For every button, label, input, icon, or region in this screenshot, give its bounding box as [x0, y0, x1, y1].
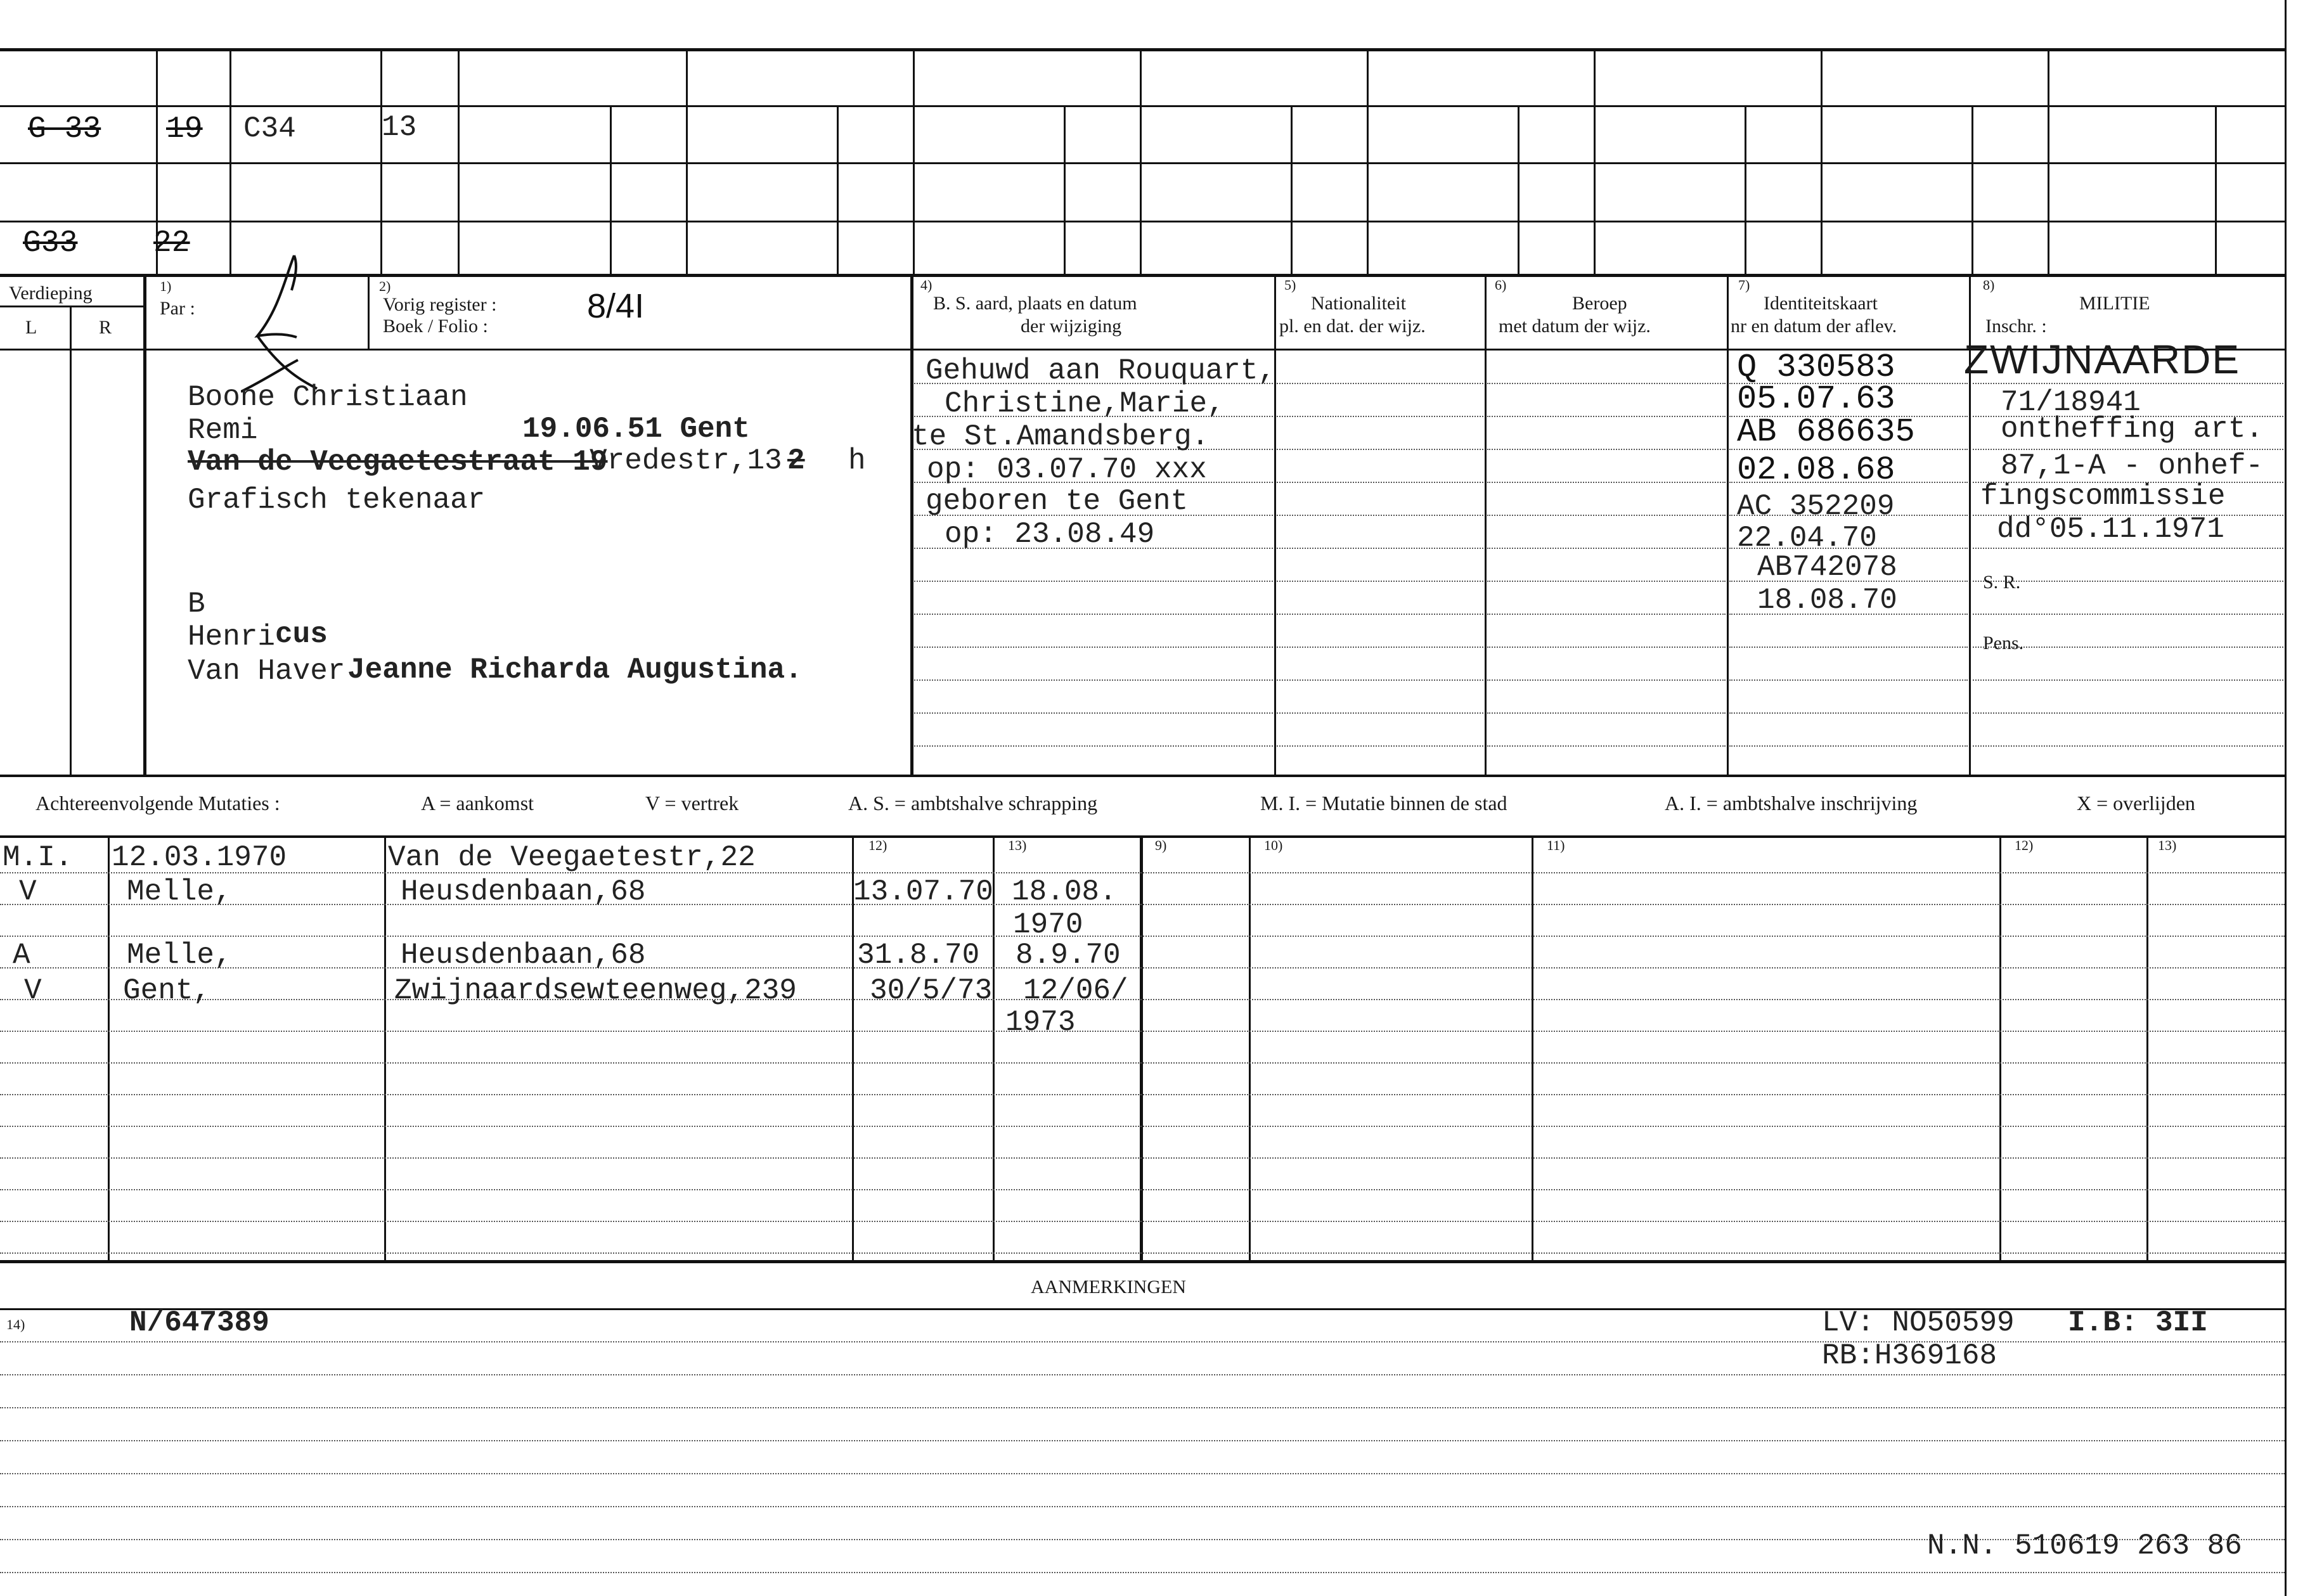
dotted-line: [914, 614, 1273, 615]
par-label: Par :: [160, 298, 195, 319]
mutation-type: V: [19, 875, 37, 908]
dotted-line: [0, 1094, 2285, 1095]
legend-a: A = aankomst: [421, 792, 534, 814]
mutation-date: Melle,: [127, 875, 232, 908]
mutation-street: Heusdenbaan,68: [401, 875, 646, 908]
dotted-line: [1729, 712, 1968, 714]
legend-x: X = overlijden: [2077, 792, 2195, 814]
dotted-line: [1973, 712, 2283, 714]
dotted-line: [1277, 679, 1483, 681]
dotted-line: [0, 1440, 2285, 1441]
dotted-line: [0, 1252, 2285, 1254]
beroep-num: 6): [1495, 277, 1507, 293]
dotted-line: [1487, 482, 1726, 483]
father-name-suffix: cus: [275, 618, 328, 651]
dotted-line: [1729, 745, 1968, 747]
bs-line: geboren te Gent: [926, 485, 1189, 518]
mutation-c13: 12/06/: [1023, 974, 1128, 1007]
person-birth: 19.06.51 Gent: [522, 413, 750, 446]
legend-mi: M. I. = Mutatie binnen de stad: [1260, 792, 1507, 814]
mutation-c13: 8.9.70: [1016, 939, 1121, 972]
nat-line2: pl. en dat. der wijz.: [1279, 316, 1426, 337]
legend-v: V = vertrek: [645, 792, 739, 814]
dotted-line: [0, 1062, 2285, 1064]
mutation-c13b: 1973: [1005, 1006, 1076, 1039]
verdieping-label: Verdieping: [9, 283, 93, 304]
dotted-line: [914, 581, 1273, 582]
dotted-line: [1277, 548, 1483, 549]
dotted-line: [1973, 548, 2283, 549]
dotted-line: [1487, 548, 1726, 549]
mutation-date: 12.03.1970: [112, 841, 287, 874]
mutation-street: Zwijnaardsewteenweg,239: [394, 974, 797, 1007]
dotted-line: [1729, 679, 1968, 681]
mutation-street: Heusdenbaan,68: [401, 939, 646, 972]
top-grid-r1c2: 19: [166, 112, 203, 146]
id-line: 22.04.70: [1737, 522, 1877, 555]
dotted-line: [0, 967, 2285, 969]
dotted-line: [1487, 679, 1726, 681]
dotted-line: [0, 1221, 2285, 1222]
dotted-line: [0, 1157, 2285, 1159]
bs-num: 4): [920, 277, 932, 293]
col-num-11: 11): [1547, 837, 1565, 853]
bs-line: Gehuwd aan Rouquart,: [926, 354, 1276, 387]
dotted-line: [0, 1126, 2285, 1127]
militie-inschr: Inschr. :: [1985, 316, 2047, 337]
top-grid-r2c1: G33: [23, 226, 78, 261]
dotted-line: [1487, 647, 1726, 648]
dotted-line: [0, 999, 2285, 1000]
bs-line: op: 03.07.70 xxx: [927, 453, 1207, 486]
dotted-line: [1973, 745, 2283, 747]
id-line: AC 352209: [1737, 490, 1895, 523]
id-line: 18.08.70: [1757, 584, 1897, 617]
dotted-line: [914, 679, 1273, 681]
id-num: 7): [1738, 277, 1750, 293]
person-address: Vredestr,13: [590, 444, 782, 477]
militie-num: 8): [1983, 277, 1995, 293]
dotted-line: [1277, 449, 1483, 450]
dotted-line: [1487, 515, 1726, 516]
dotted-line: [1487, 614, 1726, 615]
person-address-nr: 2: [787, 444, 805, 477]
militie-place-stamp: ZWIJNAARDE: [1964, 337, 2240, 382]
remarks-n: N/647389: [129, 1306, 269, 1339]
legend-ai: A. I. = ambtshalve inschrijving: [1665, 792, 1918, 814]
dotted-line: [0, 1407, 2285, 1408]
mutation-c12: 30/5/73: [870, 974, 993, 1007]
id-line: 05.07.63: [1737, 380, 1895, 418]
dotted-line: [914, 745, 1273, 747]
boek-folio-label: Boek / Folio :: [383, 316, 488, 337]
militie-line: dd°05.11.1971: [1997, 513, 2224, 546]
dotted-line: [1973, 679, 2283, 681]
id-line: AB 686635: [1737, 413, 1915, 451]
col-num-10: 10): [1264, 837, 1283, 853]
pens-label: Pens.: [1983, 633, 2024, 653]
dotted-line: [1487, 416, 1726, 417]
col-num-9: 9): [1155, 837, 1167, 853]
mutation-type: M.I.: [3, 841, 73, 874]
dotted-line: [1487, 712, 1726, 714]
col-num-12: 12): [868, 837, 887, 853]
col-num-13: 13): [1008, 837, 1027, 853]
dotted-line: [1277, 745, 1483, 747]
beroep-line2: met datum der wijz.: [1499, 316, 1651, 337]
dotted-line: [1487, 383, 1726, 384]
person-old-address: Van de Veegaetestraat 19: [188, 446, 608, 479]
dotted-line: [0, 1189, 2285, 1190]
mother-surname: Van Haver: [188, 655, 345, 688]
col-num-12b: 12): [2015, 837, 2034, 853]
dotted-line: [1487, 449, 1726, 450]
top-grid-r1c1: G 33: [28, 112, 101, 146]
sr-label: S. R.: [1983, 572, 2021, 593]
verdieping-r: R: [99, 317, 112, 338]
vorig-register-label: Vorig register :: [383, 294, 497, 315]
dotted-line: [1277, 712, 1483, 714]
legend-title: Achtereenvolgende Mutaties :: [35, 792, 280, 814]
dotted-line: [0, 904, 2285, 905]
top-grid-r1c3: C34: [243, 112, 296, 145]
mutation-c12: 13.07.70: [853, 875, 993, 908]
top-grid-r2c2: 22: [153, 226, 190, 261]
bs-line: op: 23.08.49: [945, 518, 1155, 551]
bs-line2: der wijziging: [1021, 316, 1122, 337]
verdieping-l: L: [25, 317, 37, 338]
mutation-date: Melle,: [127, 939, 232, 972]
dotted-line: [0, 936, 2285, 937]
id-line: AB742078: [1757, 551, 1897, 584]
dotted-line: [1973, 383, 2283, 384]
top-grid-r1c4: 13: [382, 111, 417, 144]
person-first-name: Remi: [188, 414, 258, 447]
legend-as: A. S. = ambtshalve schrapping: [848, 792, 1098, 814]
dotted-line: [1277, 482, 1483, 483]
militie-line: ontheffing art.: [2001, 413, 2264, 446]
nat-num: 5): [1284, 277, 1296, 293]
beroep-line1: Beroep: [1572, 293, 1627, 314]
remarks-lv: LV: NO50599: [1822, 1306, 2015, 1339]
mutation-c13: 18.08.: [1012, 875, 1117, 908]
mutation-type: A: [13, 939, 30, 972]
mutation-c12: 31.8.70: [857, 939, 980, 972]
dotted-line: [0, 1572, 2285, 1573]
mutation-street: Van de Veegaetestr,22: [388, 841, 756, 874]
militie-line: fingscommissie: [1980, 480, 2226, 513]
dotted-line: [1973, 614, 2283, 615]
bs-line: Christine,Marie,: [945, 387, 1225, 420]
mutation-c13b: 1970: [1013, 908, 1083, 941]
militie-line: 87,1-A - onhef-: [2001, 449, 2264, 482]
remarks-num: 14): [6, 1316, 25, 1332]
dotted-line: [914, 647, 1273, 648]
person-address-suffix: h: [848, 444, 866, 477]
person-name: Boone Christiaan: [188, 381, 468, 414]
id-line1: Identiteitskaart: [1764, 293, 1878, 314]
dotted-line: [1277, 614, 1483, 615]
dotted-line: [0, 1506, 2285, 1507]
dotted-line: [1277, 581, 1483, 582]
mutation-date: Gent,: [123, 974, 211, 1007]
vorig-register-num: 2): [379, 278, 391, 294]
father-name: Henri: [188, 621, 276, 653]
person-b: B: [188, 588, 205, 621]
id-line: Q 330583: [1737, 349, 1895, 386]
dotted-line: [1277, 416, 1483, 417]
id-line2: nr en datum der aflev.: [1731, 316, 1897, 337]
remarks-ib: I.B: 3II: [2068, 1306, 2208, 1339]
dotted-line: [1487, 745, 1726, 747]
mutation-type: V: [24, 974, 42, 1007]
bs-line: te St.Amandsberg.: [912, 420, 1210, 453]
dotted-line: [0, 1374, 2285, 1375]
militie-title: MILITIE: [2079, 293, 2150, 314]
dotted-line: [1277, 515, 1483, 516]
col-num-13b: 13): [2158, 837, 2177, 853]
dotted-line: [0, 1473, 2285, 1474]
vorig-register-value: 8/4I: [587, 287, 645, 325]
id-line: 02.08.68: [1737, 451, 1895, 489]
remarks-title: AANMERKINGEN: [1031, 1277, 1186, 1297]
mother-names: Jeanne Richarda Augustina.: [347, 653, 803, 686]
remarks-rb: RB:H369168: [1822, 1339, 1997, 1372]
remarks-nn: N.N. 510619 263 86: [1927, 1529, 2242, 1562]
militie-line: 71/18941: [2001, 386, 2141, 419]
person-profession: Grafisch tekenaar: [188, 484, 486, 517]
dotted-line: [1729, 647, 1968, 648]
bs-line1: B. S. aard, plaats en datum: [933, 293, 1137, 314]
dotted-line: [1277, 383, 1483, 384]
dotted-line: [914, 712, 1273, 714]
par-num: 1): [160, 278, 172, 294]
dotted-line: [0, 1031, 2285, 1032]
dotted-line: [1277, 647, 1483, 648]
nat-line1: Nationaliteit: [1311, 293, 1406, 314]
dotted-line: [1487, 581, 1726, 582]
dotted-line: [0, 872, 2285, 873]
